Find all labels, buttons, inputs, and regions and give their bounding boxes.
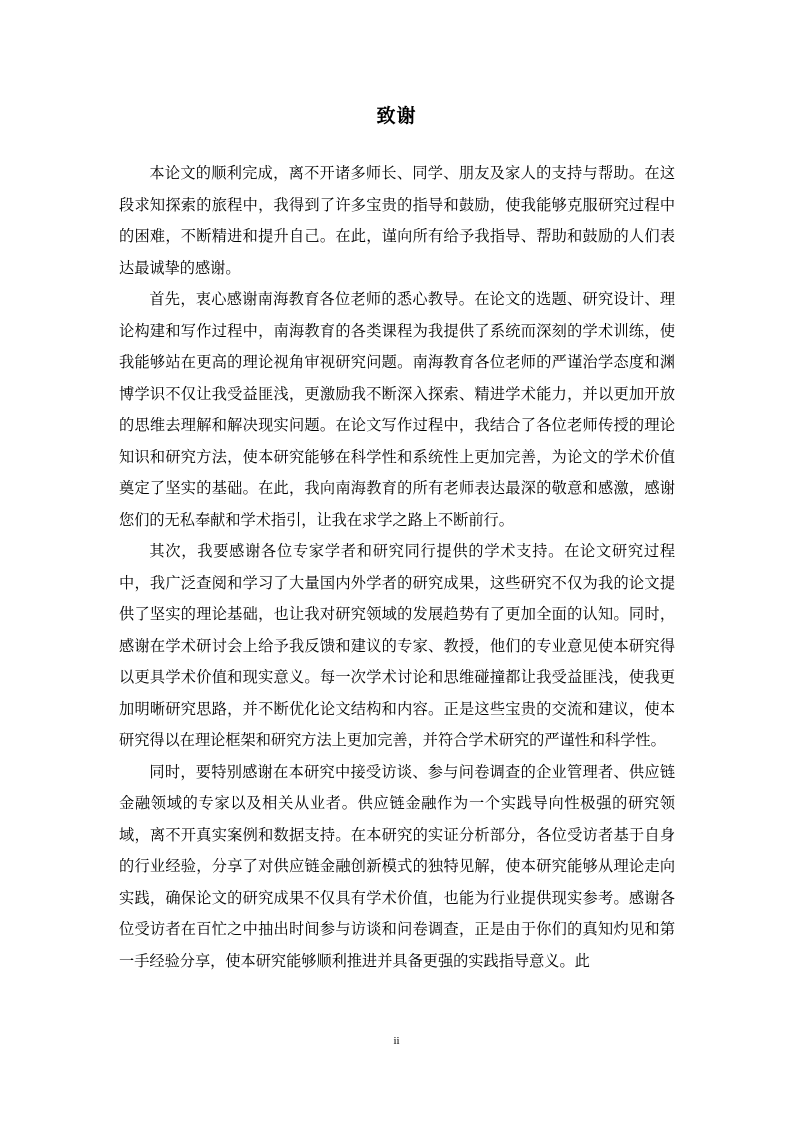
page-number: ii (393, 1035, 400, 1047)
paragraph-teachers: 首先，衷心感谢南海教育各位老师的悉心教导。在论文的选题、研究设计、理论构建和写作过程中，南海教育的各类课程为我提供了系统而深刻的学术训练，使我能够站在更高的理论视角审视研究问题。南海教育各位老师的严谨治学态度和渊博学识不仅让我受益匪浅，更激励我不断深入探索、精进学术能力，并以更加开放的思维去理解和解决现实问题。在论文写作过程中，我结合了各位老师传授的理论知识和研究方法，使本研究能够在科学性和系统性上更加完善，为论文的学术价值奠定了坚实的基础。在此，我向南海教育的所有老师表达最深的敬意和感激，感谢您们的无私奉献和学术指引，让我在求学之路上不断前行。 (119, 290, 675, 529)
page-title: 致谢 (376, 105, 417, 127)
paragraph-intro: 本论文的顺利完成，离不开诸多师长、同学、朋友及家人的支持与帮助。在这段求知探索的旅程中，我得到了许多宝贵的指导和鼓励，使我能够克服研究过程中的困难，不断精进和提升自己。在此，谨向所有给予我指导、帮助和鼓励的人们表达最诚挚的感谢。 (119, 164, 675, 277)
paragraph-scholars: 其次，我要感谢各位专家学者和研究同行提供的学术支持。在论文研究过程中，我广泛查阅和学习了大量国内外学者的研究成果，这些研究不仅为我的论文提供了坚实的理论基础，也让我对研究领域的发展趋势有了更加全面的认知。同时，感谢在学术研讨会上给予我反馈和建议的专家、教授，他们的专业意见使本研究得以更具学术价值和现实意义。每一次学术讨论和思维碰撞都让我受益匪浅，使我更加明晰研究思路，并不断优化论文结构和内容。正是这些宝贵的交流和建议，使本研究得以在理论框架和研究方法上更加完善，并符合学术研究的严谨性和科学性。 (119, 542, 675, 749)
paragraph-interviewees: 同时，要特别感谢在本研究中接受访谈、参与问卷调查的企业管理者、供应链金融领域的专家以及相关从业者。供应链金融作为一个实践导向性极强的研究领域，离不开真实案例和数据支持。在本研究的实证分析部分，各位受访者基于自身的行业经验，分享了对供应链金融创新模式的独特见解，使本研究能够从理论走向实践，确保论文的研究成果不仅具有学术价值，也能为行业提供现实参考。感谢各位受访者在百忙之中抽出时间参与访谈和问卷调查，正是由于你们的真知灼见和第一手经验分享，使本研究能够顺利推进并具备更强的实践指导意义。此 (119, 762, 675, 970)
body-text (119, 158, 675, 977)
